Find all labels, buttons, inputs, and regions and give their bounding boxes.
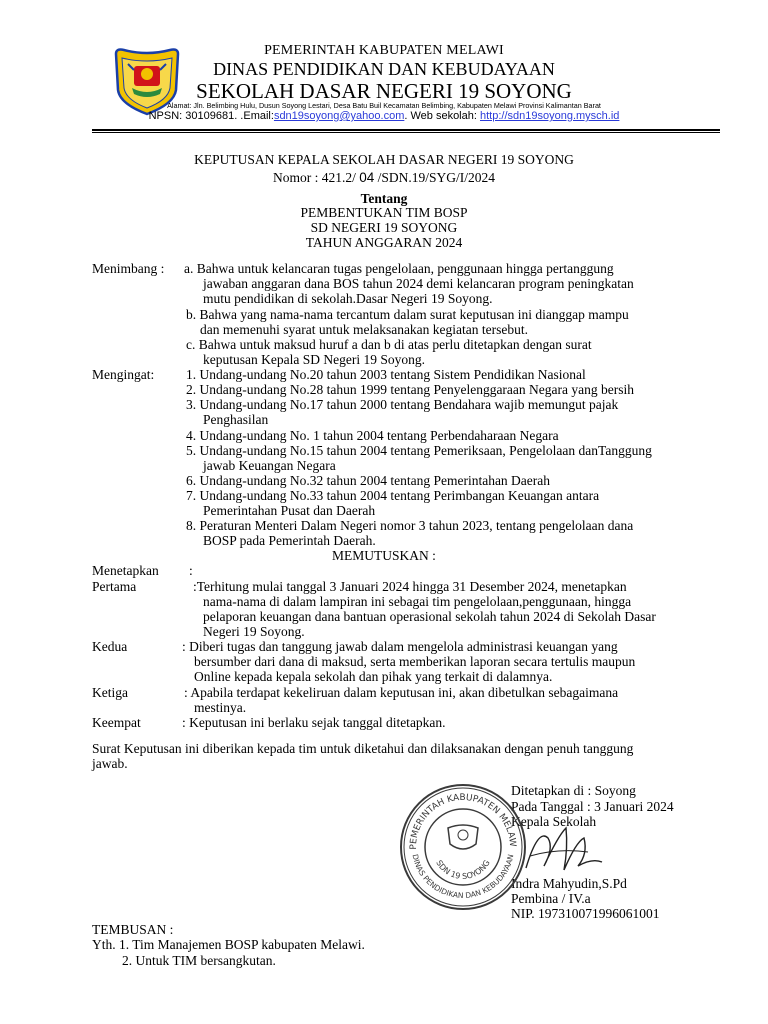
mengingat-item-4: 4. Undang-undang No. 1 tahun 2004 tentang Perbendaharaan Negara	[186, 428, 559, 443]
menimbang-a-3: mutu pendidikan di sekolah.Dasar Negeri 19 Soyong.	[203, 291, 493, 306]
stamp-text-bottom: DINAS PENDIDIKAN DAN KEBUDAYAAN	[410, 853, 516, 901]
menetapkan-colon: :	[189, 563, 193, 578]
mengingat-item-1: 1. Undang-undang No.20 tahun 2003 tentang Sistem Pendidikan Nasional	[186, 367, 586, 382]
subject-line-3: TAHUN ANGGARAN 2024	[305, 235, 463, 250]
tembusan-line-2: 2. Untuk TIM bersangkutan.	[122, 953, 276, 968]
department-heading: DINAS PENDIDIKAN DAN KEBUDAYAAN	[213, 59, 555, 79]
menimbang-b-1: b. Bahwa yang nama-nama tercantum dalam surat keputusan ini dianggap mampu	[186, 307, 629, 322]
mengingat-item-7-cont: Pemerintahan Pusat dan Daerah	[203, 503, 376, 518]
pertama-line-1: :Terhitung mulai tanggal 3 Januari 2024 hingga 31 Desember 2024, menetapkan	[193, 579, 627, 594]
menimbang-label: Menimbang :	[92, 261, 165, 276]
mengingat-item-5: 5. Undang-undang No.15 tahun 2004 tentang Pemeriksaan, Pengelolaan danTanggung	[186, 443, 652, 458]
menetapkan-label: Menetapkan	[92, 563, 159, 578]
web-label: . Web sekolah:	[404, 110, 480, 122]
npsn-text: NPSN: 30109681. .Email:	[148, 110, 274, 122]
number-value: 04	[359, 170, 375, 185]
kedua-line-1: : Diberi tugas dan tanggung jawab dalam mengelola administrasi keuangan yang	[182, 639, 618, 654]
mengingat-item-8-cont: BOSP pada Pemerintah Daerah.	[203, 533, 376, 548]
number-suffix: /SDN.19/SYG/I/2024	[374, 170, 496, 185]
mengingat-item-5-cont: jawab Keuangan Negara	[203, 458, 336, 473]
signer-name: Indra Mahyudin,S.Pd	[511, 876, 627, 891]
keempat-label: Keempat	[92, 715, 141, 730]
ketiga-line-1: : Apabila terdapat kekeliruan dalam keputusan ini, akan dibetulkan sebagaimana	[184, 685, 619, 700]
kedua-line-3: Online kepada kepala sekolah dan pihak yang terkait di dalamnya.	[194, 669, 553, 684]
stamp-text-top: PEMERINTAH KABUPATEN MELAW	[408, 792, 518, 850]
sign-place: Ditetapkan di : Soyong	[511, 783, 636, 798]
header-rule	[92, 129, 720, 131]
mengingat-item-6: 6. Undang-undang No.32 tahun 2004 tentang Pemerintahan Daerah	[186, 473, 551, 488]
menimbang-b-2: dan memenuhi syarat untuk melaksanakan kegiatan tersebut.	[200, 322, 529, 337]
pertama-label: Pertama	[92, 579, 137, 594]
tembusan-line-1: Yth. 1. Tim Manajemen BOSP kabupaten Melawi.	[92, 937, 365, 952]
about-label: Tentang	[360, 191, 408, 206]
stamp-text-center: SDN 19 SOYONG	[434, 858, 492, 882]
menimbang-a-1: a. Bahwa untuk kelancaran tugas pengelolaan, penggunaan hingga pertanggung	[184, 261, 614, 276]
memutuskan-heading: MEMUTUSKAN :	[332, 548, 436, 563]
mengingat-item-2: 2. Undang-undang No.28 tahun 1999 tentang Penyelenggaraan Negara yang bersih	[186, 382, 634, 397]
pertama-line-2: nama-nama di dalam lampiran ini sebagai tim pengelolaan,penggunaan, hingga	[203, 594, 632, 609]
contact-line	[0, 110, 768, 122]
subject-line-2: SD NEGERI 19 SOYONG	[310, 220, 458, 235]
decree-number	[0, 170, 768, 186]
website-link[interactable]: http://sdn19soyong.mysch.id	[479, 110, 620, 122]
tembusan-label: TEMBUSAN :	[92, 922, 174, 937]
signer-nip: NIP. 197310071996061001	[511, 906, 660, 921]
sign-role: Kepala Sekolah	[511, 814, 597, 829]
decree-title: KEPUTUSAN KEPALA SEKOLAH DASAR NEGERI 19 SOYONG	[194, 152, 574, 167]
government-heading: PEMERINTAH KABUPATEN MELAWI	[264, 43, 504, 58]
number-prefix: Nomor : 421.2/	[272, 170, 360, 185]
ketiga-line-2: mestinya.	[194, 700, 247, 715]
mengingat-item-3: 3. Undang-undang No.17 tahun 2000 tentang Bendahara wajib memungut pajak	[186, 397, 619, 412]
school-heading: SEKOLAH DASAR NEGERI 19 SOYONG	[196, 79, 572, 103]
keempat-line-1: : Keputusan ini berlaku sejak tanggal ditetapkan.	[182, 715, 446, 730]
menimbang-c-2: keputusan Kepala SD Negeri 19 Soyong.	[203, 352, 425, 367]
ketiga-label: Ketiga	[92, 685, 128, 700]
signer-rank: Pembina / IV.a	[511, 891, 591, 906]
mengingat-item-7: 7. Undang-undang No.33 tahun 2004 tentang Perimbangan Keuangan antara	[186, 488, 600, 503]
school-address: Alamat: Jln. Belimbing Hulu, Dusun Soyong Lestari, Desa Batu Buil Kecamatan Belimbing, Kabupaten Melawi Provinsi Kalimantan Barat	[167, 101, 601, 110]
closing-line-2: jawab.	[92, 756, 128, 771]
kedua-line-2: bersumber dari dana di maksud, serta memberikan laporan secara tertulis maupun	[194, 654, 636, 669]
closing-line-1: Surat Keputusan ini diberikan kepada tim untuk diketahui dan dilaksanakan dengan penuh tanggung	[92, 741, 634, 756]
sign-date: Pada Tanggal : 3 Januari 2024	[511, 799, 674, 814]
email-link[interactable]: sdn19soyong@yahoo.com	[273, 110, 405, 122]
mengingat-label: Mengingat:	[92, 367, 155, 382]
handwritten-signature	[518, 818, 608, 878]
subject-line-1: PEMBENTUKAN TIM BOSP	[300, 205, 468, 220]
menimbang-c-1: c. Bahwa untuk maksud huruf a dan b di atas perlu ditetapkan dengan surat	[186, 337, 592, 352]
menimbang-a-2: jawaban anggaran dana BOS tahun 2024 demi kelancaran program peningkatan	[203, 276, 634, 291]
header-rule-thin	[92, 132, 720, 133]
school-stamp	[398, 782, 528, 912]
mengingat-item-8: 8. Peraturan Menteri Dalam Negeri nomor 3 tahun 2023, tentang pengelolaan dana	[186, 518, 634, 533]
pertama-line-4: Negeri 19 Soyong.	[203, 624, 305, 639]
kedua-label: Kedua	[92, 639, 128, 654]
mengingat-item-3-cont: Penghasilan	[203, 412, 269, 427]
pertama-line-3: pelaporan keuangan dana bantuan operasional sekolah tahun 2024 di Sekolah Dasar	[203, 609, 656, 624]
